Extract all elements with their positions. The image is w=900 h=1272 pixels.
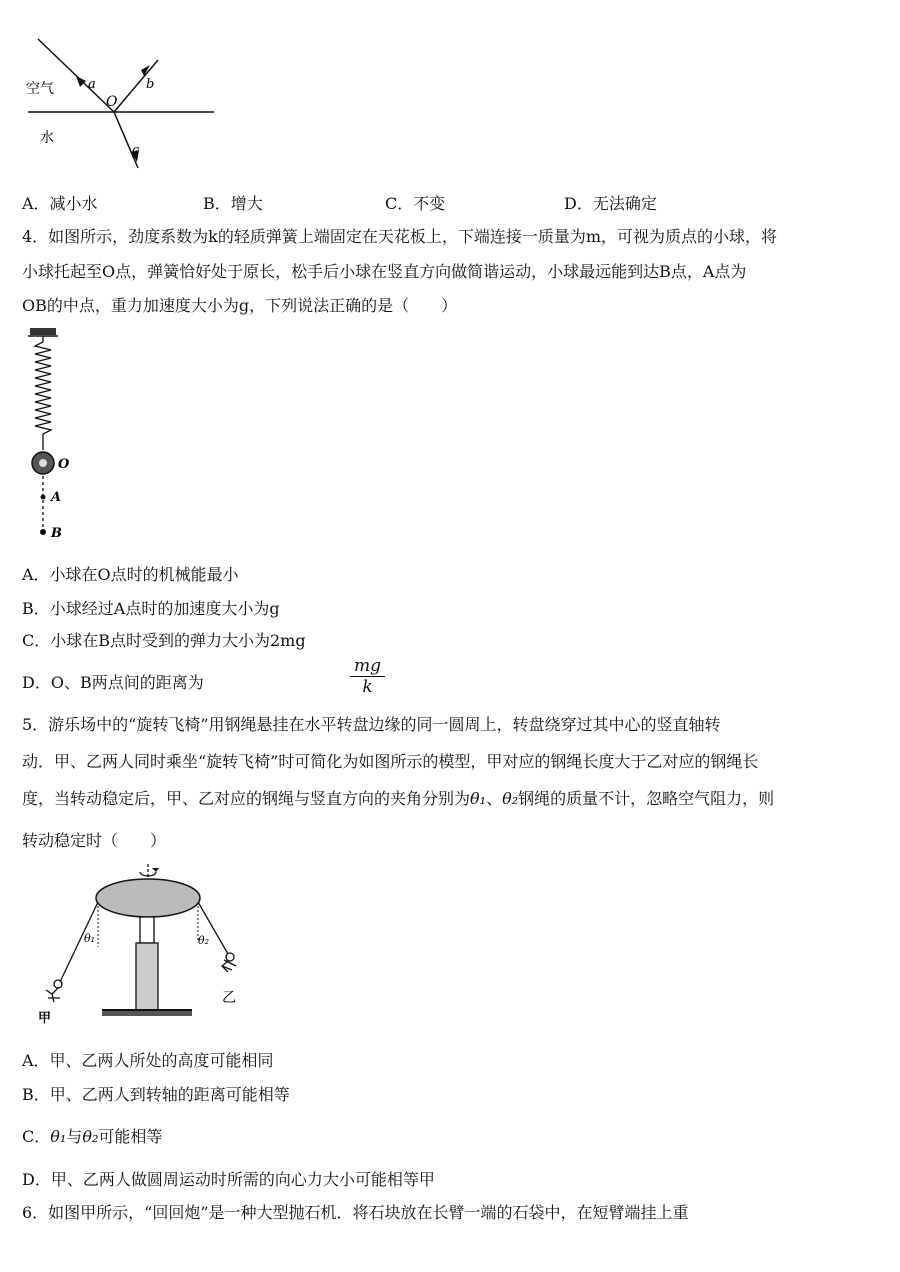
ray-c — [114, 112, 138, 168]
q4-option-b: B．小球经过A点时的加速度大小为g — [22, 599, 280, 618]
label-a: a — [88, 77, 96, 92]
q4-option-a: A．小球在O点时的机械能最小 — [22, 565, 239, 584]
q3-option-d: D．无法确定 — [564, 194, 657, 213]
label-jia: 甲 — [38, 1011, 52, 1026]
q5-line-3-tail: 钢绳的质量不计，忽略空气阻力，则 — [518, 789, 775, 808]
arrow-a-icon — [76, 76, 86, 87]
fraction-denominator: k — [362, 677, 373, 697]
rider-jia-icon — [46, 980, 62, 1002]
q4-line-3: OB的中点，重力加速度大小为g，下列说法正确的是（ ） — [22, 296, 458, 315]
ray-a — [38, 39, 114, 112]
separator: 、 — [486, 789, 503, 808]
theta2: θ₂ — [502, 789, 519, 808]
q5-option-b: B．甲、乙两人到转轴的距离可能相等 — [22, 1085, 290, 1104]
q5-option-d: D．甲、乙两人做圆周运动时所需的向心力大小可能相等甲 — [22, 1170, 435, 1189]
q5-option-c — [22, 1124, 162, 1147]
label-b: b — [146, 77, 155, 92]
distance-fraction — [350, 656, 385, 697]
label-b: B — [51, 526, 62, 541]
ball-center — [39, 459, 47, 467]
option-c-mid: 与 — [66, 1127, 83, 1146]
label-yi: 乙 — [222, 990, 236, 1006]
q4-line-1: 4．如图所示，劲度系数为k的轻质弹簧上端固定在天花板上，下端连接一质量为m，可视为质点的小球，将 — [22, 227, 778, 246]
spring-coil — [35, 336, 51, 450]
q4-option-c: C．小球在B点时受到的弹力大小为2mg — [22, 631, 306, 650]
refraction-figure — [20, 30, 220, 180]
base-hatch — [102, 1011, 192, 1016]
label-theta2: θ₂ — [198, 934, 210, 947]
option-c-theta1: θ₁ — [50, 1127, 67, 1146]
turntable — [96, 879, 200, 917]
q3-option-b: B．增大 — [203, 194, 263, 213]
rider-yi-icon — [222, 953, 236, 972]
option-c-prefix: C． — [22, 1127, 51, 1146]
option-c-suffix: 可能相等 — [98, 1127, 163, 1146]
label-a: A — [51, 490, 62, 505]
rotation-arrowhead — [152, 868, 159, 872]
ceiling-hatch — [30, 328, 56, 335]
q6-line-1: 6．如图甲所示，“回回炮”是一种大型抛石机．将石块放在长臂一端的石袋中，在短臂端挂上重 — [22, 1203, 689, 1222]
swing-ride-figure — [32, 862, 257, 1032]
theta1: θ₁ — [470, 789, 487, 808]
label-o: O — [106, 94, 118, 110]
option-c-theta2: θ₂ — [82, 1127, 99, 1146]
fraction-numerator: mg — [350, 656, 385, 677]
label-o: O — [58, 457, 70, 472]
label-theta1: θ₁ — [84, 932, 96, 945]
shaft-upper — [140, 917, 154, 943]
label-water: 水 — [40, 130, 54, 146]
label-air: 空气 — [26, 81, 54, 97]
q5-line-2: 动．甲、乙两人同时乘坐“旋转飞椅”时可简化为如图所示的模型，甲对应的钢绳长度大于乙对应的钢绳长 — [22, 752, 759, 771]
label-c: c — [132, 143, 140, 158]
q5-line-1: 5．游乐场中的“旋转飞椅”用钢绳悬挂在水平转盘边缘的同一圆周上，转盘绕穿过其中心的竖直轴转 — [22, 715, 721, 734]
spring-figure — [22, 326, 92, 546]
q5-line-3-text: 度，当转动稳定后，甲、乙对应的钢绳与竖直方向的夹角分别为 — [22, 789, 471, 808]
q5-line-4: 转动稳定时（ ） — [22, 831, 167, 850]
q3-option-c: C．不变 — [385, 194, 446, 213]
q4-line-2: 小球托起至O点，弹簧恰好处于原长，松手后小球在竖直方向做简谐运动，小球最远能到达B点，A点为 — [22, 262, 747, 281]
q5-option-a: A．甲、乙两人所处的高度可能相同 — [22, 1051, 274, 1070]
point-a — [41, 495, 46, 500]
q3-option-a: A．减小水 — [22, 194, 98, 213]
q4-option-d: D．O、B两点间的距离为 — [22, 673, 204, 692]
point-b — [40, 529, 46, 535]
column — [136, 943, 158, 1010]
q5-line-3 — [22, 786, 774, 809]
